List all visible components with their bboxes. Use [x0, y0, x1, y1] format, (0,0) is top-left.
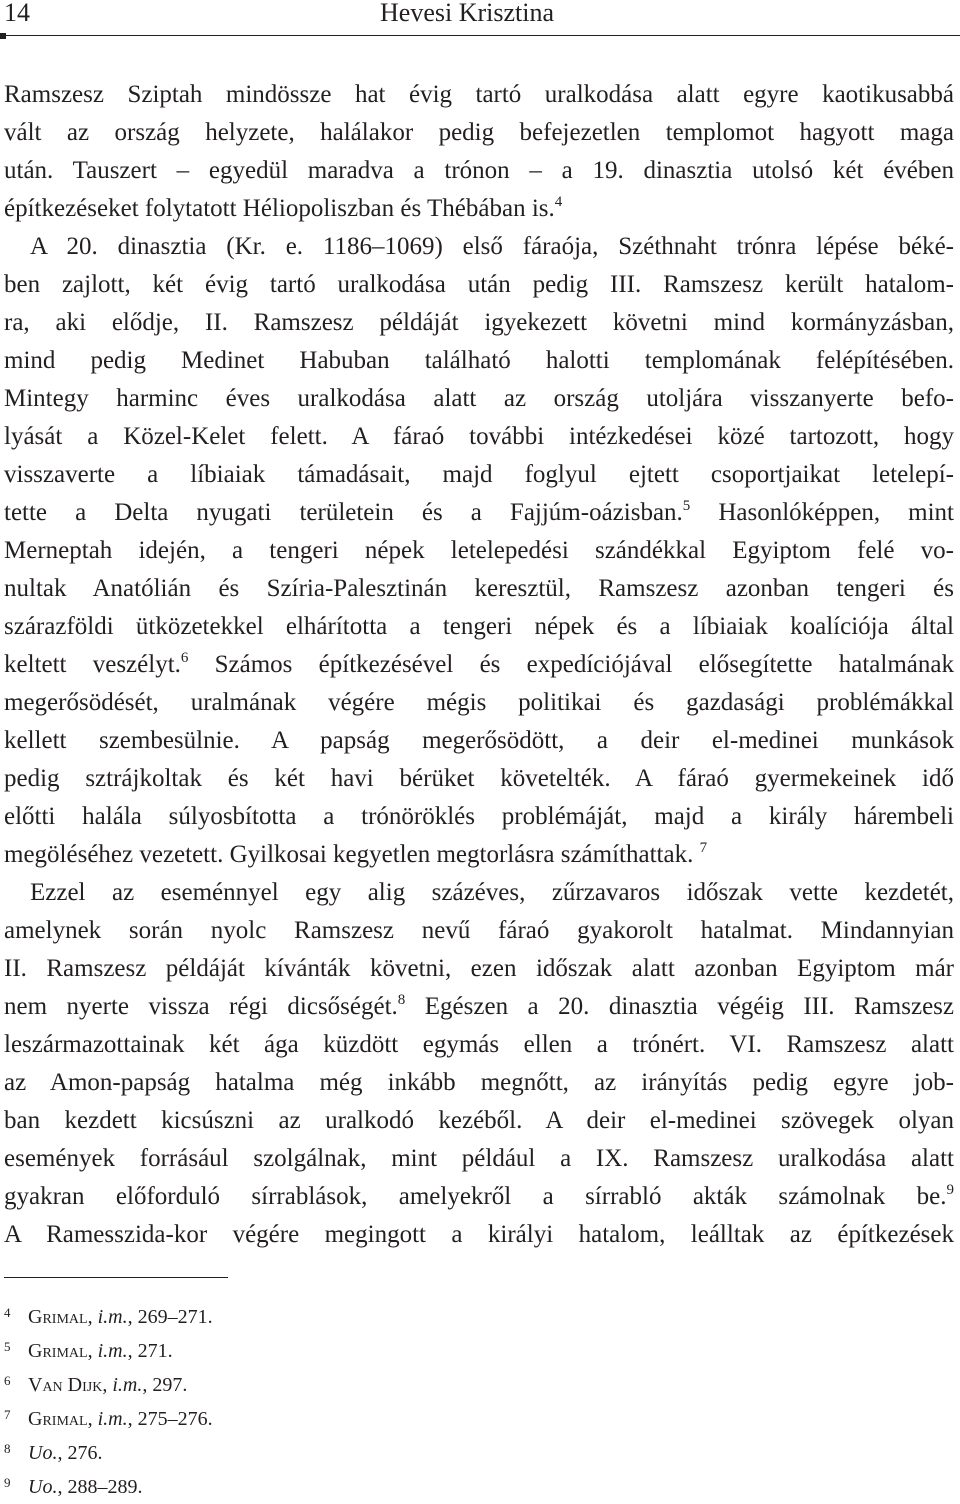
- text-line: amelynek során nyolc Ramszesz nevű fáraó gyakorolt hatalmat. Mindannyian: [4, 917, 954, 944]
- text-line: után. Tauszert – egyedül maradva a trónon – a 19. dinasztia utolsó két évében: [4, 157, 954, 184]
- text-line: keltett veszélyt.$^6$ Számos építkezésével és expedíciójával elősegítette hatalmának: [4, 650, 954, 678]
- text-line: Ramszesz Sziptah mindössze hat évig tartó uralkodása alatt egyre kaotikusabbá: [4, 81, 954, 108]
- text-line: kellett szembesülnie. A papság megerősödött, a deir el-medinei munkások: [4, 727, 954, 754]
- text-line: leszármazottainak két ága küzdött egymás ellen a trónért. VI. Ramszesz alatt: [4, 1031, 954, 1058]
- text-line: nultak Anatólián és Szíria-Palesztinán keresztül, Ramszesz azonban tengeri és: [4, 575, 954, 602]
- footnote-number: 6: [4, 1373, 11, 1388]
- text-line: mind pedig Medinet Habuban található halotti templomának felépítésében.: [4, 347, 954, 374]
- body-text: [4, 76, 954, 1254]
- text-line: előtti halála súlyosbította a trónöröklés problémáját, majd a király hárembeli: [4, 803, 954, 830]
- footnote-number: 4: [4, 1305, 11, 1320]
- text-line: lyását a Közel-Kelet felett. A fáraó további intézkedései közé tartozott, hogy: [4, 423, 954, 450]
- footnote-ref-4[interactable]: 4: [554, 194, 563, 210]
- text-line: visszaverte a líbiaiak támadásait, majd foglyul ejtett csoportjaikat letelepí-: [4, 461, 954, 488]
- page-header: [0, 0, 960, 36]
- text-line: Merneptah idején, a tengeri népek letelepedési szándékkal Egyiptom felé vo-: [4, 537, 954, 564]
- footnote: 7 Grimal, i.m., 275–276.: [4, 1398, 504, 1432]
- text-line: építkezéseket folytatott Héliopoliszban és Thébában is.$^4$: [4, 194, 563, 222]
- text-line: Mintegy harminc éves uralkodása alatt az ország utoljára visszanyerte befo-: [4, 385, 954, 412]
- footnote-number: 8: [4, 1441, 11, 1456]
- footnote-rule: [4, 1277, 228, 1278]
- text-line: nem nyerte vissza régi dicsőségét.$^8$ Egészen a 20. dinasztia végéig III. Ramszesz: [4, 992, 954, 1020]
- text-line: megerősödését, uralmának végére mégis politikai és gazdasági problémákkal: [4, 689, 954, 716]
- text-line: II. Ramszesz példáját kívánták követni, ezen időszak alatt azonban Egyiptom már: [4, 955, 954, 982]
- footnote-ref-7[interactable]: 7: [699, 840, 708, 856]
- footnote: 5 Grimal, i.m., 271.: [4, 1330, 504, 1364]
- text-line: tette a Delta nyugati területein és a Fajjúm-oázisban.$^5$ Hasonlóképpen, mint: [4, 498, 954, 526]
- footnote-number: 7: [4, 1407, 11, 1422]
- text-line: gyakran előforduló sírrablások, amelyekről a sírrabló akták számolnak be.$^9$: [4, 1182, 954, 1210]
- header-rule: [0, 35, 960, 36]
- footnote-number: 5: [4, 1339, 11, 1354]
- running-title: Hevesi Krisztina: [380, 0, 555, 27]
- text-line: szárazföldi ütközetekkel elhárította a tengeri népek és a líbiaiak koalíciója által: [4, 613, 954, 640]
- header-marker: [0, 33, 6, 39]
- footnote-ref-5[interactable]: 5: [682, 498, 691, 514]
- footnotes: [4, 1296, 504, 1500]
- footnote-ref-8[interactable]: 8: [397, 992, 406, 1008]
- footnote: 8 Uo., 276.: [4, 1432, 504, 1466]
- footnote-ref-6[interactable]: 6: [180, 650, 189, 666]
- text-line: ra, aki elődje, II. Ramszesz példáját igyekezett követni mind kormányzásban,: [4, 309, 954, 336]
- text-line: megöléséhez vezetett. Gyilkosai kegyetlen megtorlásra számíthattak. $^7$: [4, 840, 708, 868]
- text-line: vált az ország helyzete, halálakor pedig befejezetlen templomot hagyott maga: [4, 119, 954, 146]
- text-line: Ezzel az eseménnyel egy alig százéves, zűrzavaros időszak vette kezdetét,: [30, 879, 954, 906]
- text-line: események forrásául szolgálnak, mint például a IX. Ramszesz uralkodása alatt: [4, 1145, 954, 1172]
- footnote-ref-9[interactable]: 9: [946, 1182, 954, 1198]
- page-number: 14: [4, 0, 30, 27]
- text-line: az Amon-papság hatalma még inkább megnőtt, az irányítás pedig egyre job-: [4, 1069, 954, 1096]
- footnote-number: 9: [4, 1475, 11, 1490]
- text-line: ben zajlott, két évig tartó uralkodása után pedig III. Ramszesz került hatalom-: [4, 271, 954, 298]
- text-line: pedig sztrájkoltak és két havi bérüket követelték. A fáraó gyermekeinek idő: [4, 765, 954, 792]
- text-line: A 20. dinasztia (Kr. e. 1186–1069) első fáraója, Széthnaht trónra lépése béké-: [30, 233, 954, 260]
- footnote: 9 Uo., 288–289.: [4, 1466, 504, 1500]
- text-line: ban kezdett kicsúszni az uralkodó kezéből. A deir el-medinei szövegek olyan: [4, 1107, 954, 1134]
- footnote: 6 Van Dijk, i.m., 297.: [4, 1364, 504, 1398]
- footnote: 4 Grimal, i.m., 269–271.: [4, 1296, 504, 1330]
- text-line: A Ramesszida-kor végére megingott a királyi hatalom, leálltak az építkezések: [4, 1221, 954, 1248]
